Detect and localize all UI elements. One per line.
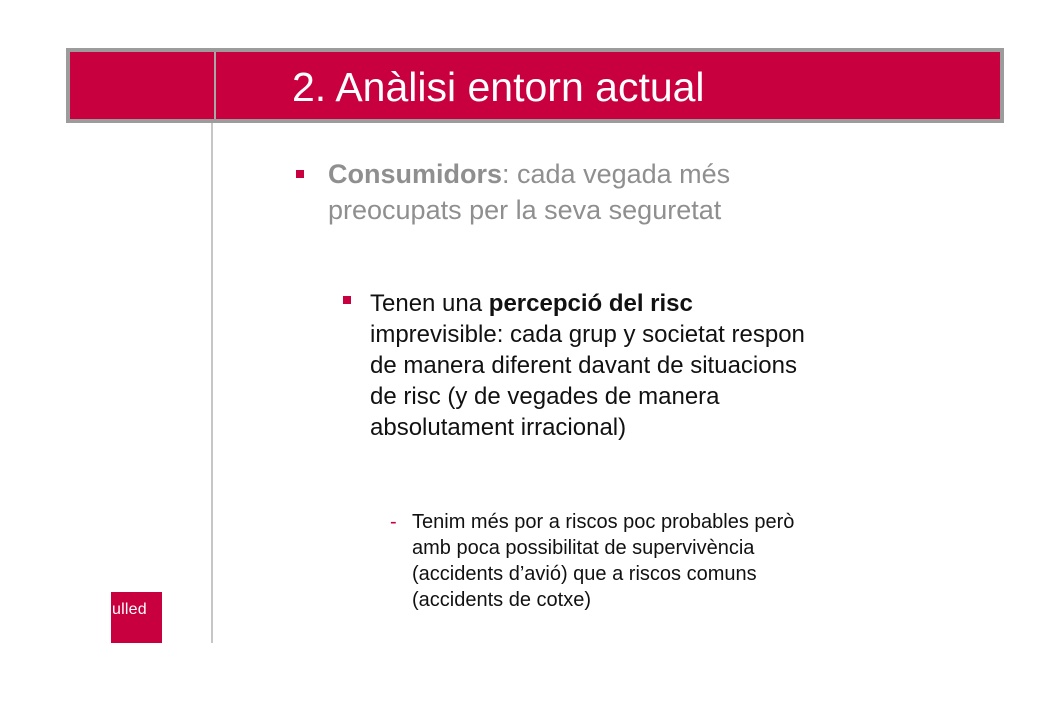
vertical-rule xyxy=(211,123,213,643)
bullet-level-3 xyxy=(412,509,972,613)
bullet-level-2-line-2: imprevisible: cada grup y societat respon xyxy=(370,321,805,348)
bullet-level-2-line-1-prefix: Tenen una xyxy=(370,290,489,317)
bullet-level-2-bold: percepció del risc xyxy=(488,290,693,317)
title-bar xyxy=(66,48,1004,123)
bullet-level-3-line-2: amb poca possibilitat de supervivència xyxy=(412,537,755,559)
ulled-logo: ulled xyxy=(111,592,162,643)
bullet-level-1-line-2: preocupats per la seva seguretat xyxy=(328,195,722,225)
bullet-level-2-line-4: de risc (y de vegades de manera xyxy=(370,383,720,410)
bullet-level-2 xyxy=(370,288,970,443)
bullet-level-1 xyxy=(328,156,908,228)
bullet-level-2-line-3: de manera diferent davant de situacions xyxy=(370,352,797,379)
bullet-level-1-rest: : cada vegada més xyxy=(502,159,731,189)
dash-bullet: - xyxy=(390,511,397,533)
bullet-level-2-line-5: absolutament irracional) xyxy=(370,414,627,441)
bullet-level-3-line-1: Tenim més por a riscos poc probables però xyxy=(412,511,795,533)
bullet-level-3-line-3: (accidents d’avió) que a riscos comuns xyxy=(412,563,757,585)
title-divider xyxy=(214,52,216,119)
slide-title: 2. Anàlisi entorn actual xyxy=(292,64,705,110)
square-bullet-icon xyxy=(343,296,351,304)
square-bullet-icon xyxy=(296,170,304,178)
bullet-level-1-bold: Consumidors xyxy=(328,159,503,189)
bullet-level-3-line-4: (accidents de cotxe) xyxy=(412,589,591,611)
